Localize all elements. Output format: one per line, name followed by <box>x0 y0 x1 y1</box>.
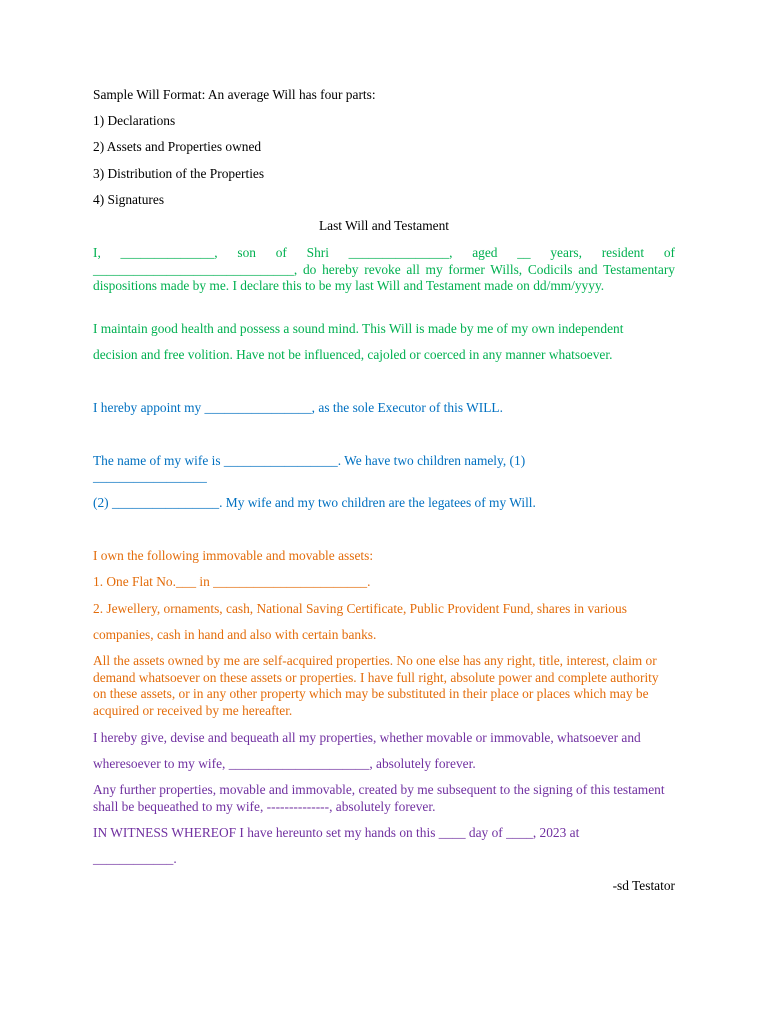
child-two-line: (2) ________________. My wife and my two children are the legatees of my Will. <box>93 495 536 510</box>
further-properties-paragraph: Any further properties, movable and immovable, created by me subsequent to the signing of this testament shall be bequeathed to my wife, --------------, absolutely forever. <box>93 782 665 814</box>
intro-heading: Sample Will Format: An average Will has four parts: <box>93 87 376 102</box>
child-one-blank: _________________ <box>93 469 207 484</box>
wife-children-line: The name of my wife is _________________. We have two children namely, (1) <box>93 453 526 468</box>
executor-line: I hereby appoint my ________________, as the sole Executor of this WILL. <box>93 400 503 415</box>
part-assets: 2) Assets and Properties owned <box>93 139 262 154</box>
part-declarations: 1) Declarations <box>93 113 176 128</box>
witness-line-1: IN WITNESS WHEREOF I have hereunto set my hands on this ____ day of ____, 2023 at <box>93 825 580 840</box>
soundness-line-1: I maintain good health and possess a sound mind. This Will is made by me of my own independent <box>93 321 624 336</box>
document-title: Last Will and Testament <box>318 218 450 233</box>
asset-item-flat: 1. One Flat No.___ in _______________________. <box>93 574 371 589</box>
declaration-paragraph: I, ______________, son of Shri _______________, aged __ years, resident of ______________________________, do hereby revoke all my former Wills, Codicils and Testamentary dispositions made by me. I declare this to be my last Will and Testament made on dd/mm/yyyy. <box>93 245 675 293</box>
bequest-line-1: I hereby give, devise and bequeath all my properties, whether movable or immovable, whatsoever and <box>93 730 641 745</box>
testator-signature: -sd Testator <box>612 878 675 893</box>
bequest-line-2: wheresoever to my wife, _____________________, absolutely forever. <box>93 756 476 771</box>
soundness-line-2: decision and free volition. Have not be influenced, cajoled or coerced in any manner whatsoever. <box>93 347 613 362</box>
part-distribution: 3) Distribution of the Properties <box>93 166 265 181</box>
assets-intro: I own the following immovable and movable assets: <box>93 548 374 563</box>
witness-line-2: ____________. <box>93 851 177 866</box>
asset-item-jewellery-line-2: companies, cash in hand and also with certain banks. <box>93 627 377 642</box>
asset-item-jewellery-line-1: 2. Jewellery, ornaments, cash, National Saving Certificate, Public Provident Fund, shares in various <box>93 601 627 616</box>
part-signatures: 4) Signatures <box>93 192 165 207</box>
ownership-paragraph: All the assets owned by me are self-acquired properties. No one else has any right, title, interest, claim or demand whatsoever on these assets or properties. I have full right, absolute power and complete authority on these assets, or in any other property which may be substituted in their place or places which may be acquired or received by me hereafter. <box>93 653 659 718</box>
